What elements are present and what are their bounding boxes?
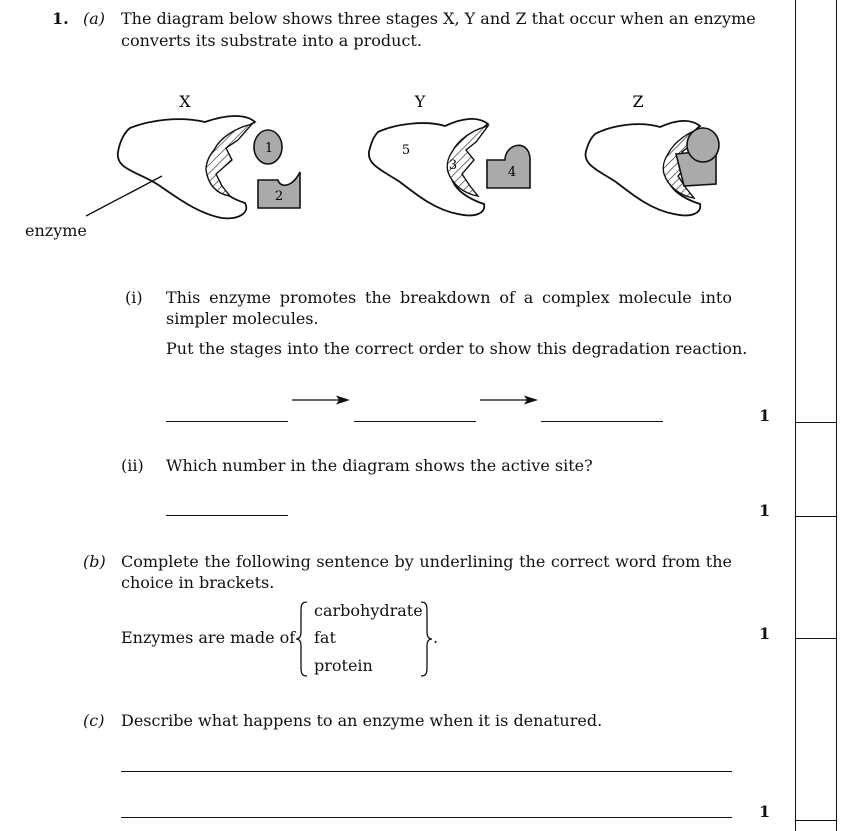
right-brace-icon [418,600,434,678]
stage-y-label: Y [414,92,426,111]
stage-x-enzyme [118,116,255,218]
part-a-text-line2: converts its substrate into a product. [121,31,422,50]
enzyme-diagram [0,0,844,245]
active-site-answer-blank[interactable] [166,515,288,516]
option-fat[interactable]: fat [314,628,336,647]
sub-ii-label: (ii) [121,456,144,475]
sub-i-text-line2: simpler molecules. [166,309,319,328]
number-1-label: 1 [264,141,274,156]
part-c-mark: 1 [759,802,771,821]
part-a-text-line1: The diagram below shows three stages X, Y and Z that occur when an enzyme [121,9,756,28]
bound-substrate-round [687,128,719,162]
order-answer-blank-1[interactable] [166,421,288,422]
number-3-label: 3 [448,158,458,173]
mark-box-divider [795,820,836,821]
number-2-label: 2 [274,189,284,204]
enzyme-pointer-line [86,176,162,216]
left-brace-icon [294,600,310,678]
mark-box-divider [795,516,836,517]
part-c-text: Describe what happens to an enzyme when it is denatured. [121,711,603,730]
arrow-icon [478,394,540,406]
denatured-answer-line-2[interactable] [121,817,732,818]
sub-i-label: (i) [125,288,143,307]
part-a-label: (a) [83,9,106,28]
sentence-end: . [433,628,439,647]
denatured-answer-line-1[interactable] [121,771,732,772]
part-c-label: (c) [83,711,105,730]
part-b-sentence: Enzymes are made of [121,628,296,647]
sub-i-mark: 1 [759,406,771,425]
order-answer-blank-2[interactable] [354,421,476,422]
stage-z-label: Z [632,92,644,111]
option-protein[interactable]: protein [314,656,373,675]
part-b-label: (b) [83,552,106,571]
sub-i-instruction: Put the stages into the correct order to show this degradation reaction. [166,339,748,358]
mark-box-divider [795,422,836,423]
stage-y-enzyme [369,119,488,215]
order-answer-blank-3[interactable] [541,421,663,422]
question-number: 1. [52,9,69,28]
mark-box-divider [795,638,836,639]
part-b-text-line2: choice in brackets. [121,573,275,592]
sub-ii-mark: 1 [759,501,771,520]
part-b-text-line1: Complete the following sentence by underlining the correct word from the [121,552,732,571]
part-b-mark: 1 [759,624,771,643]
stage-x-label: X [179,92,191,111]
number-5-label: 5 [401,143,411,158]
sub-ii-text: Which number in the diagram shows the active site? [166,456,593,475]
arrow-icon [290,394,352,406]
option-carbohydrate[interactable]: carbohydrate [314,601,423,620]
number-4-label: 4 [507,165,517,180]
enzyme-label: enzyme [25,221,87,240]
sub-i-text-line1: This enzyme promotes the breakdown of a complex molecule into [166,288,732,307]
